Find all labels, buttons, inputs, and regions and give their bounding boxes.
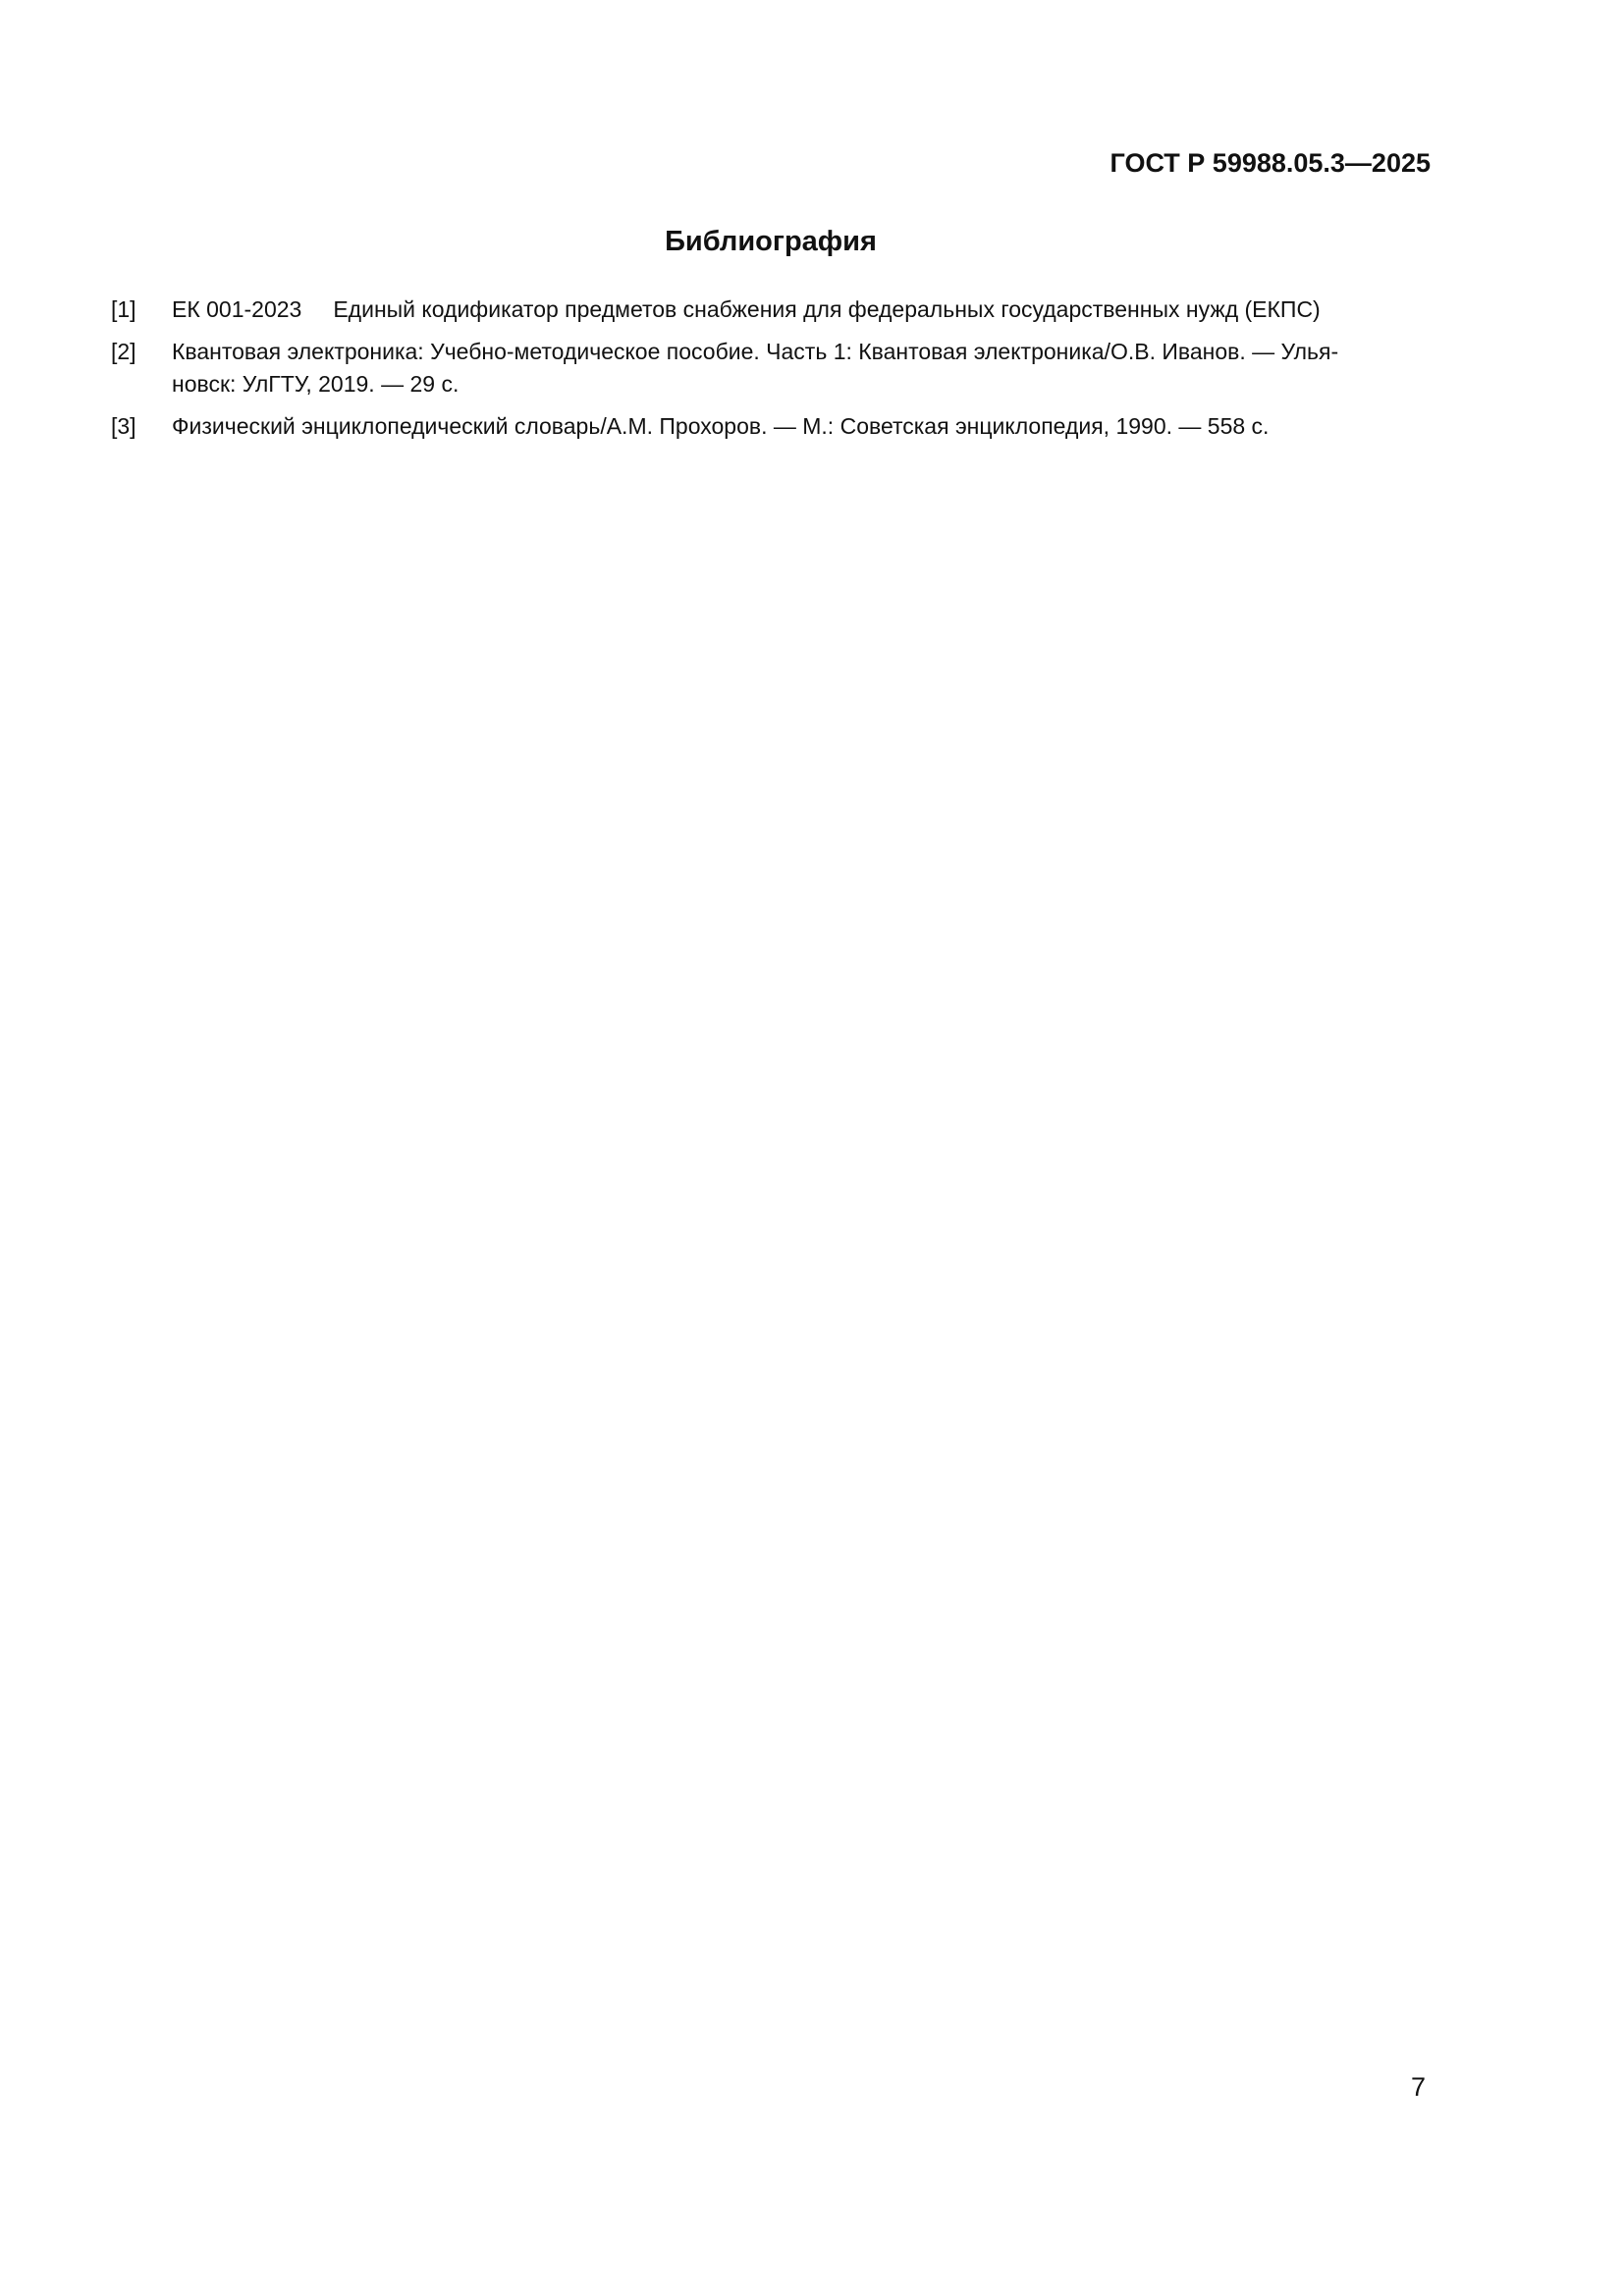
page-number: 7	[1410, 2072, 1426, 2102]
entry-text-line: новск: УлГТУ, 2019. — 29 с.	[172, 371, 460, 397]
entry-ref-number: [2]	[111, 339, 136, 364]
entry-text-line: Квантовая электроника: Учебно-методическое пособие. Часть 1: Квантовая электроника/О.В. Иванов. — Улья-	[172, 339, 1339, 364]
entry-content	[172, 294, 1447, 326]
entry-description: Единый кодификатор предметов снабжения для федеральных государственных нужд (ЕКПС)	[333, 296, 1321, 322]
entry-ref-number: [3]	[111, 413, 136, 439]
entry-content	[172, 336, 1447, 400]
entry-standard-code: ЕК 001-2023	[172, 296, 302, 322]
bibliography-title: Библиография	[665, 226, 877, 257]
bibliography-entry	[0, 410, 1624, 443]
bibliography-entry	[0, 336, 1624, 400]
entry-text-line	[172, 294, 1447, 326]
bibliography-entry	[0, 294, 1624, 326]
doc-code-header: ГОСТ Р 59988.05.3—2025	[1110, 148, 1431, 178]
entry-ref-number: [1]	[111, 296, 136, 322]
entry-text-line: Физический энциклопедический словарь/А.М. Прохоров. — М.: Советская энциклопедия, 1990. — 558 с.	[172, 413, 1270, 439]
bibliography-list	[0, 294, 1624, 453]
entry-content	[172, 410, 1447, 443]
